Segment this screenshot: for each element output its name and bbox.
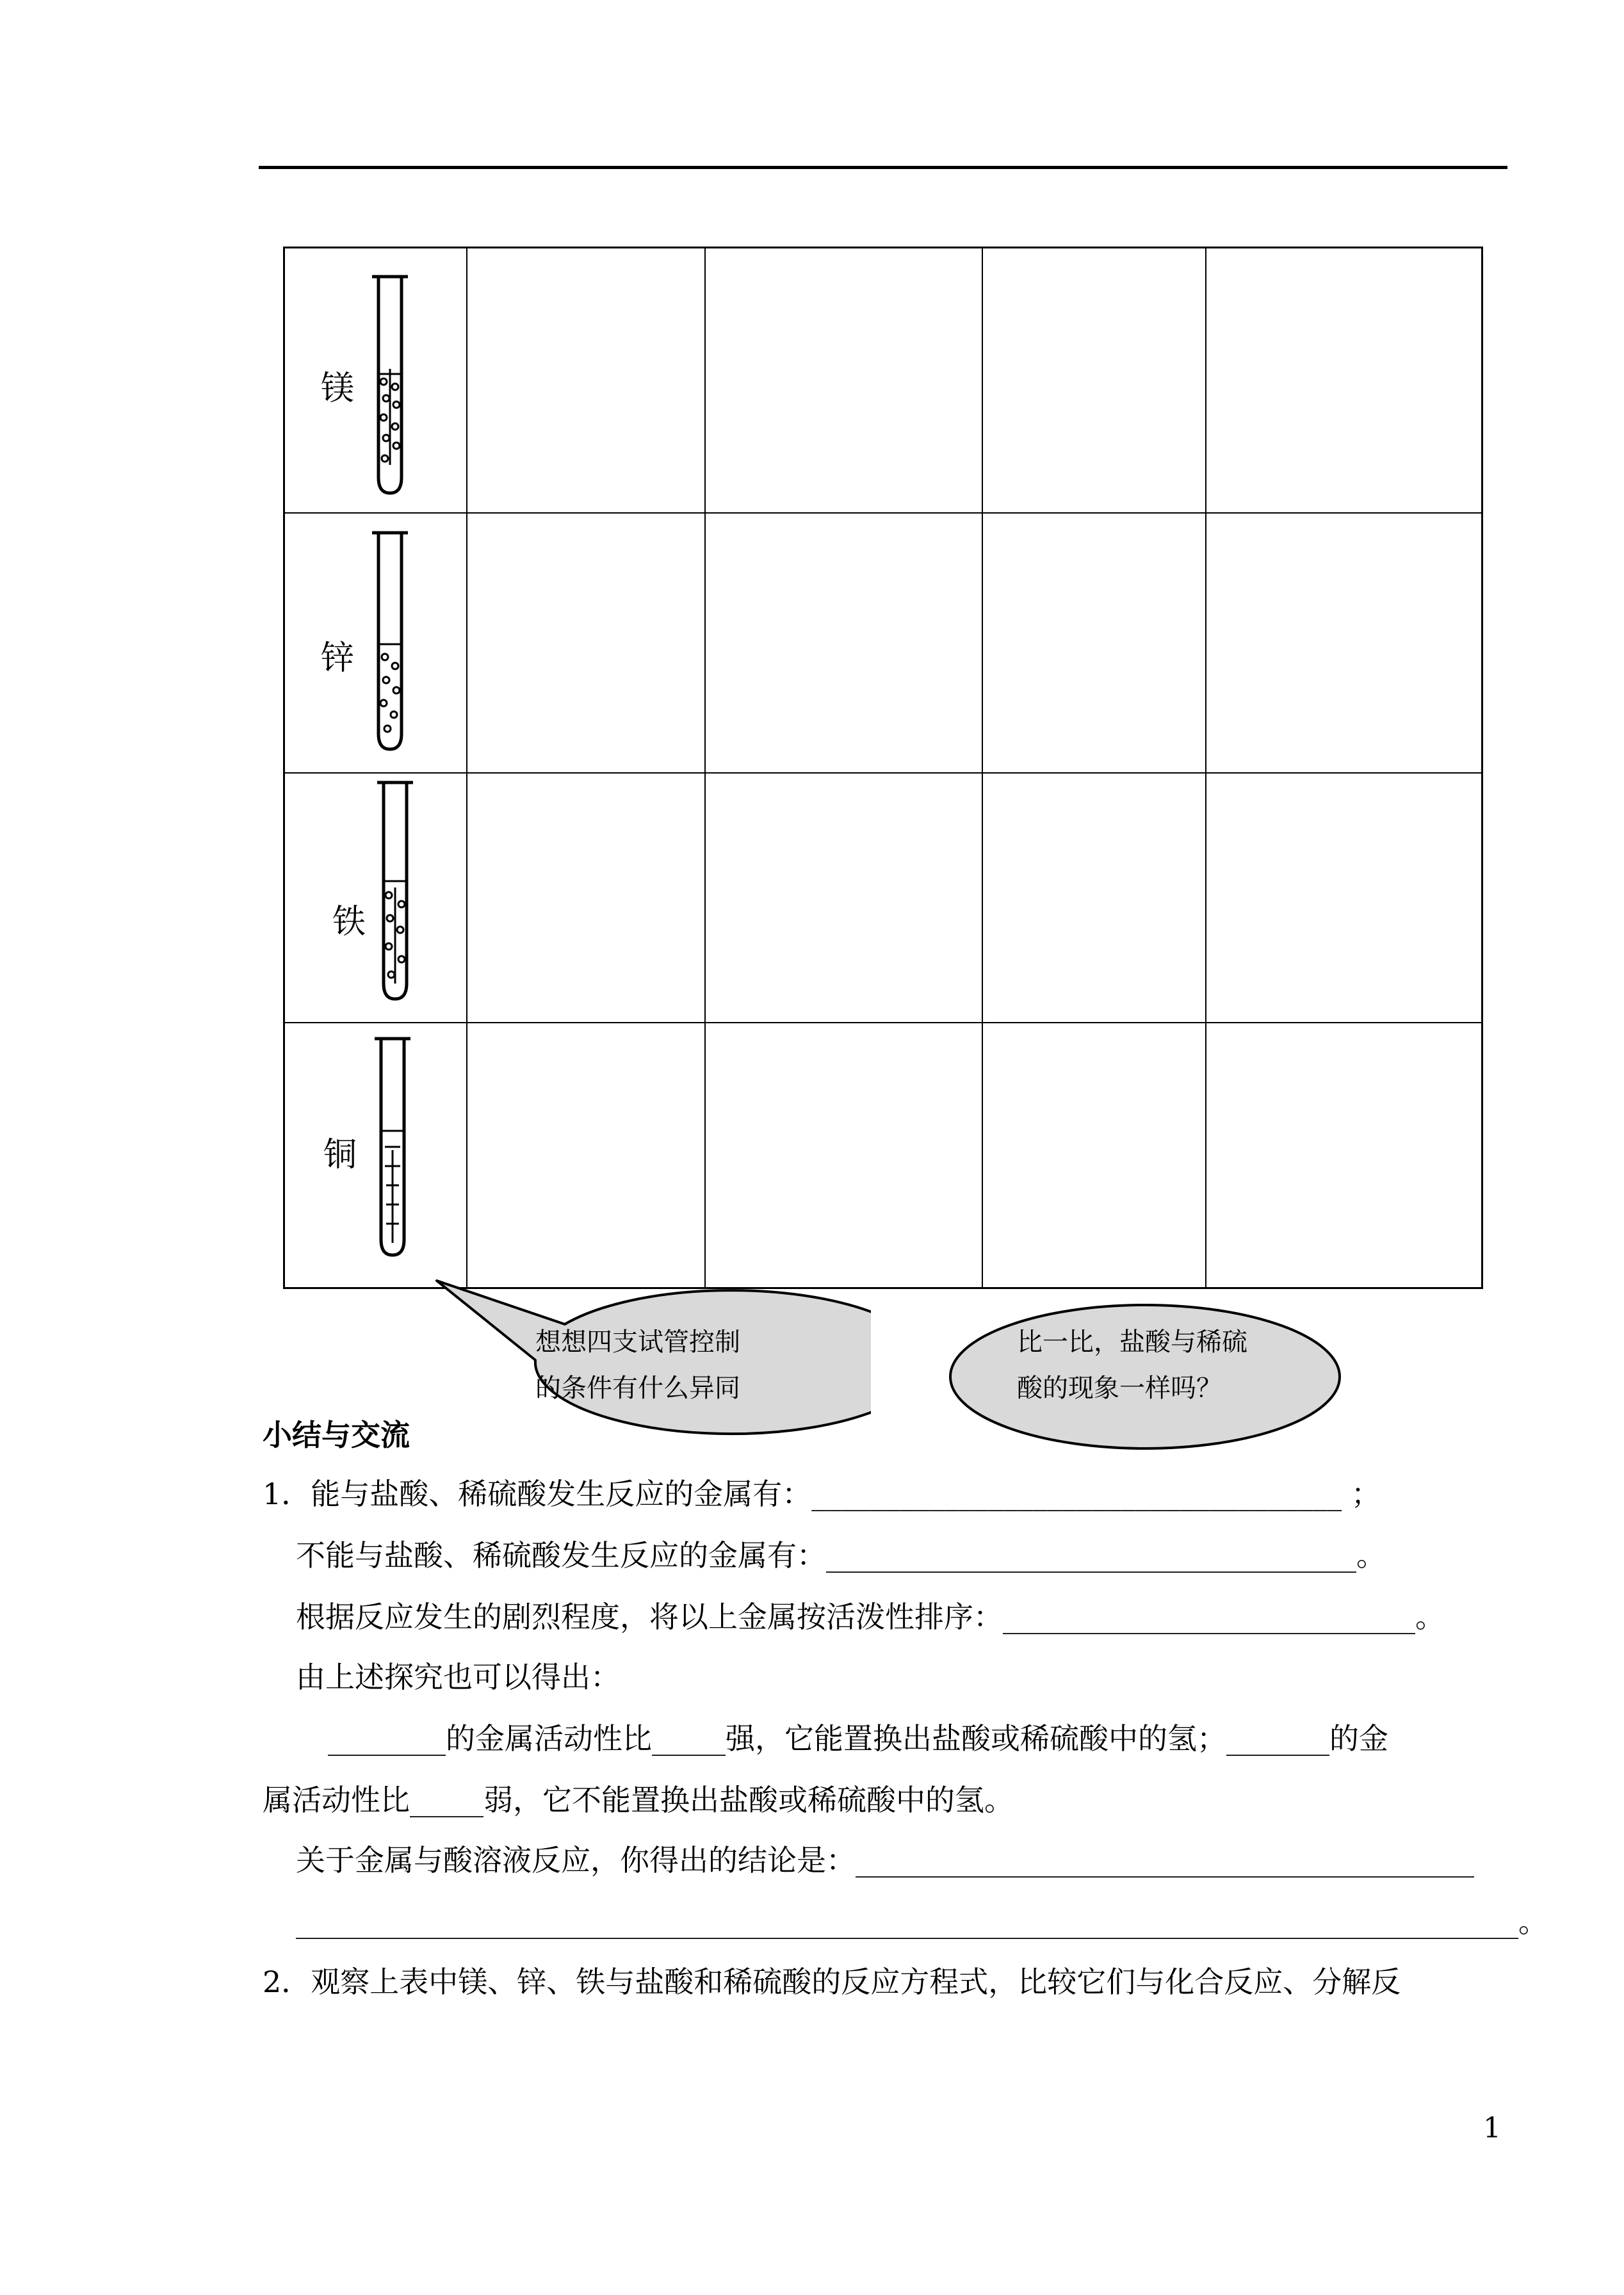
table-column-divider: [1205, 248, 1206, 1287]
question-1-line: 关于金属与酸溶液反应，你得出的结论是：__________________________________________: [296, 1843, 1474, 1877]
metal-label: 镁: [321, 369, 355, 408]
table-column-divider: [704, 248, 706, 1287]
speech-bubble-text: 比一比，盐酸与稀硫 酸的现象一样吗？: [1017, 1327, 1247, 1403]
table-row: [285, 512, 467, 772]
table-row: [285, 1022, 467, 1287]
question-1-line: 不能与盐酸、稀硫酸发生反应的金属有：____________________________________。: [296, 1538, 1386, 1573]
question-1-line: ________的金属活动性比_____强，它能置换出盐酸或稀硫酸中的氢；_______的金: [328, 1721, 1388, 1756]
experiment-table: [283, 247, 1483, 1289]
header-rule: [259, 166, 1507, 169]
question-1-line: 1．能与盐酸、稀硫酸发生反应的金属有：____________________________________ ；: [263, 1477, 1381, 1511]
question-1-line: ___________________________________________________________________________________。: [296, 1904, 1548, 1939]
test-tube-icon: [371, 1035, 416, 1259]
question-1-line: 根据反应发生的剧烈程度，将以上金属按活泼性排序：____________________________。: [296, 1600, 1445, 1634]
question-1-line: 由上述探究也可以得出：: [296, 1660, 620, 1694]
section-heading: 小结与交流: [263, 1418, 410, 1452]
speech-bubble-text: 想想四支试管控制 的条件有什么异同: [535, 1327, 740, 1403]
metal-label: 锌: [321, 639, 355, 677]
table-row: [285, 772, 467, 1022]
question-1-line: 属活动性比_____弱，它不能置换出盐酸或稀硫酸中的氢。: [263, 1783, 1014, 1817]
question-2-line: 2．观察上表中镁、锌、铁与盐酸和稀硫酸的反应方程式，比较它们与化合反应、分解反: [263, 1965, 1401, 1999]
metal-label: 铜: [323, 1136, 357, 1174]
metal-label: 铁: [332, 903, 366, 941]
table-row: [285, 248, 467, 512]
test-tube-icon: [368, 273, 413, 497]
test-tube-icon: [373, 779, 418, 1003]
table-column-divider: [982, 248, 983, 1287]
test-tube-icon: [368, 529, 413, 753]
page-number: 1: [1483, 2112, 1501, 2145]
